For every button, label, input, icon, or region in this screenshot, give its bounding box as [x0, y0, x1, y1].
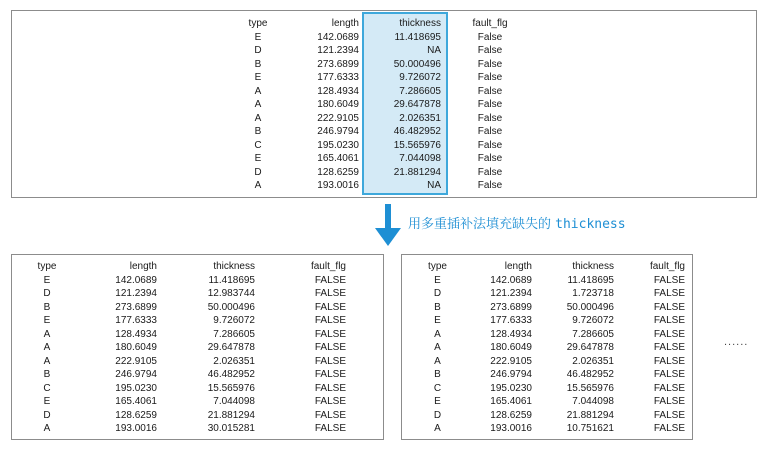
header-length: length	[129, 261, 157, 272]
table-row	[240, 125, 539, 139]
cell-type: B	[43, 369, 51, 380]
table-row	[28, 274, 346, 288]
cell-thickness: NA	[427, 45, 441, 56]
cell-fault-flg: FALSE	[314, 369, 346, 380]
table-row	[28, 287, 346, 301]
header-thickness: thickness	[399, 18, 441, 29]
cell-type: C	[254, 139, 262, 151]
imputed-data-table-2	[420, 260, 685, 436]
table-row	[420, 287, 685, 301]
header-type: type	[248, 18, 268, 29]
table-header-row	[420, 260, 685, 274]
cell-type: C	[43, 382, 51, 394]
cell-type: B	[434, 301, 441, 313]
table-row	[28, 301, 346, 315]
table-row	[420, 382, 685, 396]
cell-thickness: 2.026351	[399, 112, 441, 124]
cell-fault-flg: FALSE	[653, 396, 685, 407]
cell-length: 193.0016	[490, 423, 532, 434]
cell-thickness: 15.565976	[393, 139, 441, 151]
cell-fault-flg: False	[477, 58, 503, 70]
cell-thickness: 50.000496	[393, 58, 441, 70]
cell-thickness: 10.751621	[566, 423, 614, 434]
cell-type: B	[43, 301, 51, 313]
cell-length: 128.4934	[115, 328, 157, 340]
table-row	[28, 409, 346, 423]
cell-type: A	[434, 423, 441, 434]
cell-type: A	[434, 328, 441, 340]
cell-type: A	[254, 85, 262, 97]
table-row	[240, 31, 539, 45]
caption-text: 用多重插补法填充缺失的	[408, 217, 556, 232]
cell-type: E	[434, 274, 441, 286]
cell-length: 128.6259	[317, 166, 359, 178]
cell-thickness: 11.418695	[394, 31, 441, 43]
cell-type: A	[43, 328, 51, 340]
cell-length: 180.6049	[490, 342, 532, 353]
cell-thickness: 7.044098	[399, 153, 441, 164]
table-row	[240, 179, 539, 193]
cell-length: 193.0016	[115, 423, 157, 434]
cell-fault-flg: False	[477, 139, 503, 151]
table-row	[420, 274, 685, 288]
table-row	[420, 341, 685, 355]
cell-fault-flg: FALSE	[653, 355, 685, 367]
table-row	[28, 328, 346, 342]
cell-type: E	[43, 396, 51, 407]
table-row	[240, 44, 539, 58]
cell-type: B	[254, 58, 262, 70]
more-ellipsis: ......	[724, 336, 749, 348]
cell-thickness: 2.026351	[572, 355, 614, 367]
cell-fault-flg: FALSE	[653, 409, 685, 421]
cell-length: 195.0230	[115, 382, 157, 394]
cell-length: 222.9105	[490, 355, 532, 367]
header-thickness: thickness	[572, 261, 614, 272]
cell-thickness: 7.286605	[213, 328, 255, 340]
cell-thickness: 2.026351	[213, 355, 255, 367]
cell-fault-flg: FALSE	[653, 382, 685, 394]
cell-fault-flg: False	[477, 45, 503, 56]
cell-fault-flg: FALSE	[314, 288, 346, 299]
cell-type: A	[43, 355, 51, 367]
table-row	[420, 422, 685, 436]
cell-thickness: 1.723718	[572, 288, 614, 299]
table-row	[240, 112, 539, 126]
cell-fault-flg: False	[477, 166, 503, 178]
cell-thickness: 21.881294	[207, 409, 255, 421]
cell-length: 165.4061	[115, 396, 157, 407]
cell-thickness: 46.482952	[207, 369, 255, 380]
cell-length: 165.4061	[490, 396, 532, 407]
cell-type: D	[433, 409, 442, 421]
cell-length: 165.4061	[317, 153, 359, 164]
cell-fault-flg: False	[477, 85, 503, 97]
cell-fault-flg: FALSE	[653, 423, 685, 434]
cell-thickness: 46.482952	[393, 126, 441, 137]
cell-length: 246.9794	[317, 126, 359, 137]
cell-fault-flg: False	[477, 72, 503, 83]
cell-type: A	[43, 423, 51, 434]
cell-length: 128.6259	[490, 409, 532, 421]
cell-type: E	[434, 396, 441, 407]
table-row	[420, 395, 685, 409]
cell-fault-flg: False	[477, 153, 503, 164]
table-row	[420, 301, 685, 315]
cell-fault-flg: False	[477, 99, 503, 110]
cell-fault-flg: False	[477, 112, 503, 124]
table-row	[240, 85, 539, 99]
cell-length: 222.9105	[317, 112, 359, 124]
table-row	[240, 166, 539, 180]
cell-type: A	[434, 342, 441, 353]
cell-type: E	[43, 315, 51, 326]
cell-fault-flg: FALSE	[314, 396, 346, 407]
table-row	[28, 355, 346, 369]
header-length: length	[504, 261, 532, 272]
cell-type: E	[254, 72, 262, 83]
cell-thickness: 50.000496	[566, 301, 614, 313]
header-thickness: thickness	[213, 261, 255, 272]
cell-type: E	[434, 315, 441, 326]
cell-type: A	[254, 112, 262, 124]
cell-fault-flg: FALSE	[653, 288, 685, 299]
cell-type: D	[43, 409, 51, 421]
cell-type: E	[43, 274, 51, 286]
imputed-data-table-1	[28, 260, 346, 436]
table-row	[240, 152, 539, 166]
imputation-caption	[408, 213, 626, 232]
cell-length: 177.6333	[317, 72, 359, 83]
table-row	[420, 368, 685, 382]
table-row	[28, 368, 346, 382]
cell-length: 222.9105	[115, 355, 157, 367]
cell-length: 246.9794	[115, 369, 157, 380]
table-row	[240, 98, 539, 112]
cell-thickness: 7.286605	[572, 328, 614, 340]
cell-thickness: NA	[427, 180, 441, 191]
cell-thickness: 21.881294	[566, 409, 614, 421]
cell-fault-flg: FALSE	[653, 369, 685, 380]
table-row	[28, 395, 346, 409]
cell-fault-flg: FALSE	[314, 328, 346, 340]
header-type: type	[37, 261, 57, 272]
cell-type: D	[254, 166, 262, 178]
header-length: length	[331, 18, 359, 29]
table-row	[28, 382, 346, 396]
caption-code: thickness	[555, 217, 626, 232]
cell-thickness: 12.983744	[207, 288, 255, 299]
table-row	[420, 355, 685, 369]
cell-length: 142.0689	[490, 274, 532, 286]
cell-thickness: 30.015281	[207, 423, 255, 434]
table-row	[240, 58, 539, 72]
cell-thickness: 15.565976	[207, 382, 255, 394]
cell-fault-flg: FALSE	[653, 342, 685, 353]
cell-type: E	[254, 31, 262, 43]
cell-fault-flg: False	[477, 31, 503, 43]
cell-fault-flg: False	[477, 126, 503, 137]
cell-thickness: 7.044098	[213, 396, 255, 407]
cell-type: C	[433, 382, 442, 394]
cell-fault-flg: FALSE	[653, 315, 685, 326]
cell-type: B	[254, 126, 262, 137]
cell-fault-flg: FALSE	[314, 382, 346, 394]
source-data-table	[240, 17, 539, 193]
cell-thickness: 29.647878	[566, 342, 614, 353]
table-row	[28, 314, 346, 328]
cell-length: 128.4934	[317, 85, 359, 97]
cell-thickness: 9.726072	[213, 315, 255, 326]
cell-fault-flg: FALSE	[314, 355, 346, 367]
cell-thickness: 7.286605	[399, 85, 441, 97]
cell-length: 128.6259	[115, 409, 157, 421]
table-row	[420, 409, 685, 423]
header-type: type	[428, 261, 447, 272]
cell-type: A	[254, 180, 262, 191]
cell-length: 121.2394	[490, 288, 532, 299]
table-header-row	[240, 17, 539, 31]
cell-fault-flg: False	[477, 180, 503, 191]
cell-length: 273.6899	[115, 301, 157, 313]
cell-length: 180.6049	[115, 342, 157, 353]
cell-length: 180.6049	[317, 99, 359, 110]
cell-type: D	[254, 45, 262, 56]
cell-type: D	[433, 288, 442, 299]
cell-type: A	[254, 99, 262, 110]
header-fault-flg: fault_flg	[472, 18, 508, 29]
cell-fault-flg: FALSE	[314, 409, 346, 421]
cell-fault-flg: FALSE	[653, 301, 685, 313]
cell-thickness: 29.647878	[393, 99, 441, 110]
down-arrow-icon	[375, 204, 401, 248]
cell-fault-flg: FALSE	[314, 315, 346, 326]
cell-type: E	[254, 153, 262, 164]
cell-length: 142.0689	[317, 31, 359, 43]
cell-type: D	[43, 288, 51, 299]
cell-length: 142.0689	[115, 274, 157, 286]
cell-length: 195.0230	[490, 382, 532, 394]
cell-fault-flg: FALSE	[314, 274, 346, 286]
cell-type: B	[434, 369, 441, 380]
table-row	[28, 341, 346, 355]
table-header-row	[28, 260, 346, 274]
cell-type: A	[434, 355, 441, 367]
header-fault-flg: fault_flg	[649, 261, 685, 272]
cell-length: 128.4934	[490, 328, 532, 340]
cell-thickness: 46.482952	[566, 369, 614, 380]
cell-thickness: 50.000496	[207, 301, 255, 313]
table-row	[420, 314, 685, 328]
cell-fault-flg: FALSE	[314, 342, 346, 353]
cell-thickness: 15.565976	[566, 382, 614, 394]
cell-fault-flg: FALSE	[314, 301, 346, 313]
cell-thickness: 11.418695	[208, 274, 255, 286]
cell-length: 195.0230	[317, 139, 359, 151]
table-row	[240, 71, 539, 85]
cell-type: A	[43, 342, 51, 353]
cell-fault-flg: FALSE	[653, 274, 685, 286]
cell-length: 121.2394	[115, 288, 157, 299]
table-row	[420, 328, 685, 342]
cell-length: 177.6333	[115, 315, 157, 326]
cell-thickness: 7.044098	[572, 396, 614, 407]
table-row	[240, 139, 539, 153]
cell-length: 121.2394	[317, 45, 359, 56]
cell-length: 246.9794	[490, 369, 532, 380]
header-fault-flg: fault_flg	[310, 261, 346, 272]
cell-thickness: 29.647878	[207, 342, 255, 353]
cell-thickness: 9.726072	[572, 315, 614, 326]
table-row	[28, 422, 346, 436]
cell-thickness: 21.881294	[393, 166, 441, 178]
cell-fault-flg: FALSE	[314, 423, 346, 434]
cell-length: 273.6899	[317, 58, 359, 70]
cell-thickness: 9.726072	[399, 72, 441, 83]
cell-length: 193.0016	[317, 180, 359, 191]
cell-length: 177.6333	[490, 315, 532, 326]
cell-length: 273.6899	[490, 301, 532, 313]
cell-thickness: 11.418695	[567, 274, 614, 286]
cell-fault-flg: FALSE	[653, 328, 685, 340]
